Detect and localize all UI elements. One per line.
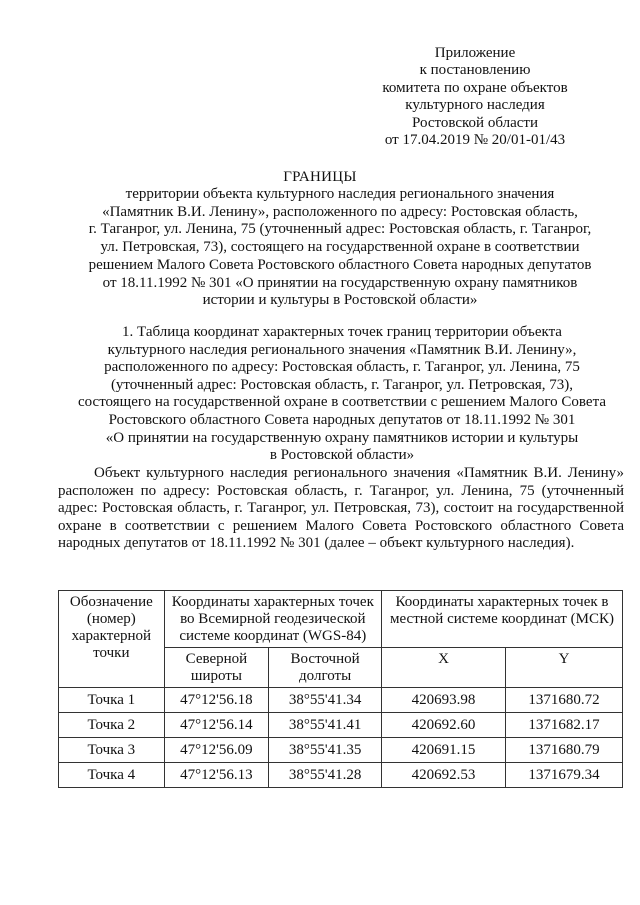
appendix-line: Ростовской области — [412, 114, 538, 131]
appendix-line: Приложение — [434, 45, 516, 61]
subtitle-line: решением Малого Совета Ростовского областного Совета народных депутатов — [88, 256, 592, 273]
coordinates-table — [58, 590, 623, 788]
header-designation: Обозначение (номер) характерной точки — [59, 591, 165, 688]
point-x: 420691.15 — [382, 738, 506, 763]
section-heading-line: (уточненный адрес: Ростовская область, г. Таганрог, ул. Петровская, 73), — [110, 376, 574, 393]
section-heading-line: состоящего на государственной охране в соответствии с решением Малого Совета — [78, 394, 606, 411]
point-lon: 38°55'41.35 — [269, 738, 382, 763]
subtitle-line: г. Таганрог, ул. Ленина, 75 (уточненный адрес: Ростовская область, г. Таганрог, — [88, 221, 592, 238]
point-y: 1371679.34 — [506, 763, 623, 788]
header-lat: Северной широты — [164, 648, 269, 688]
table-header-row — [59, 591, 623, 648]
appendix-line: культурного наследия — [405, 97, 545, 114]
subtitle-line: «Памятник В.И. Ленину», расположенного по адресу: Ростовская область, — [102, 203, 578, 220]
section-heading-line: 1. Таблица координат характерных точек границ территории объекта — [122, 324, 562, 340]
subtitle-line: ул. Петровская, 73), состоящего на государственной охране в соответствии — [100, 239, 580, 256]
point-x: 420692.60 — [382, 713, 506, 738]
point-lat: 47°12'56.13 — [164, 763, 269, 788]
point-lat: 47°12'56.14 — [164, 713, 269, 738]
point-y: 1371680.79 — [506, 738, 623, 763]
header-y: Y — [506, 648, 623, 688]
appendix-block — [340, 45, 610, 149]
header-lon: Восточной долготы — [269, 648, 382, 688]
point-name: Точка 4 — [59, 763, 165, 788]
point-name: Точка 3 — [59, 738, 165, 763]
point-name: Точка 1 — [59, 688, 165, 713]
point-lon: 38°55'41.34 — [269, 688, 382, 713]
document-subtitle — [60, 186, 620, 310]
subtitle-line: территории объекта культурного наследия регионального значения — [125, 186, 555, 202]
section-heading-line: расположенного по адресу: Ростовская область, г. Таганрог, ул. Ленина, 75 — [104, 359, 580, 376]
point-y: 1371682.17 — [506, 713, 623, 738]
section-heading-line: культурного наследия регионального значения «Памятник В.И. Ленину», — [107, 341, 577, 358]
point-x: 420693.98 — [382, 688, 506, 713]
subtitle-line: от 18.11.1992 № 301 «О принятии на государственную охрану памятников — [102, 274, 578, 291]
appendix-line: от 17.04.2019 № 20/01-01/43 — [384, 132, 566, 149]
document-title: ГРАНИЦЫ — [283, 169, 357, 185]
section-heading-line: в Ростовской области» — [269, 447, 415, 464]
table-row — [59, 763, 623, 788]
point-lon: 38°55'41.41 — [269, 713, 382, 738]
section-heading-line: «О принятии на государственную охрану памятников истории и культуры — [105, 429, 579, 446]
table-row — [59, 688, 623, 713]
table-row — [59, 738, 623, 763]
appendix-line: комитета по охране объектов — [382, 79, 568, 96]
header-wgs: Координаты характерных точек во Всемирной геодезической системе координат (WGS-84) — [164, 591, 381, 648]
point-lat: 47°12'56.18 — [164, 688, 269, 713]
header-msk: Координаты характерных точек в местной системе координат (МСК) — [382, 591, 623, 648]
section-heading-line: Ростовского областного Совета народных депутатов от 18.11.1992 № 301 — [108, 411, 576, 428]
point-lon: 38°55'41.28 — [269, 763, 382, 788]
table-row — [59, 713, 623, 738]
object-description: Объект культурного наследия регионального значения «Памятник В.И. Ленину» расположен по адресу: Ростовская область, г. Таганрог, ул. Ленина, 75 (уточненный адрес: Ростовская область, г. Таганрог, ул. Петровская, 73), состоит на государственной охране в соответствии с решением Малого Совета Ростовского областного Совета народных депутатов от 18.11.1992 № 301 (далее – объект культурного наследия). — [58, 465, 624, 552]
subtitle-line: истории и культуры в Ростовской области» — [202, 292, 478, 309]
point-y: 1371680.72 — [506, 688, 623, 713]
section-heading — [62, 324, 622, 465]
point-x: 420692.53 — [382, 763, 506, 788]
appendix-line: к постановлению — [419, 62, 531, 79]
point-lat: 47°12'56.09 — [164, 738, 269, 763]
header-x: X — [382, 648, 506, 688]
point-name: Точка 2 — [59, 713, 165, 738]
